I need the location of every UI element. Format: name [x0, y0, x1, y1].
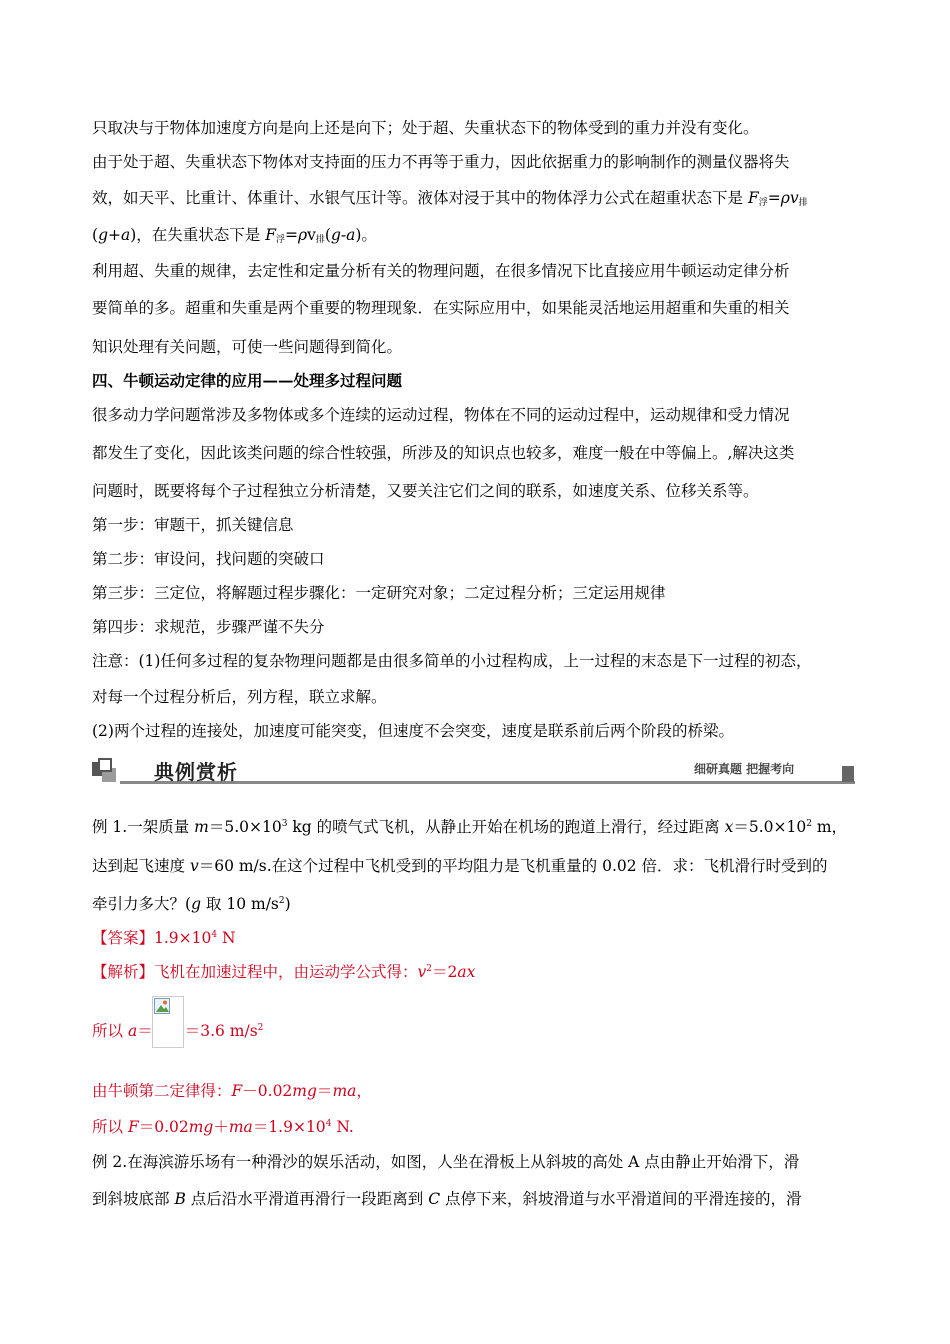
example-1-line: 达到起飞速度 v＝60 m/s.在这个过程中飞机受到的平均阻力是飞机重量的 0.02 倍．求：飞机滑行时受到的 [92, 857, 828, 875]
section-heading: 四、牛顿运动定律的应用——处理多过程问题 [92, 371, 403, 390]
step-line: 第一步：审题干，抓关键信息 [92, 516, 294, 534]
banner-title: 典例赏析 [154, 760, 238, 784]
solution-line: 由牛顿第二定律得：F－0.02mg＝ma， [92, 1082, 372, 1100]
paragraph-line: 要简单的多。超重和失重是两个重要的物理现象．在实际应用中，如果能灵活地运用超重和失重的相关 [92, 299, 790, 317]
step-line: 第二步：审设问，找问题的突破口 [92, 550, 325, 568]
banner-square-icon [98, 758, 112, 772]
banner-end-square-icon [842, 766, 854, 782]
paragraph-line: 问题时，既要将每个子过程独立分析清楚，又要关注它们之间的联系，如速度关系、位移关系等。 [92, 482, 759, 500]
example-2-line: 到斜坡底部 B 点后沿水平滑道再滑行一段距离到 C 点停下来，斜坡滑道与水平滑道间的平滑连接的，滑 [92, 1190, 802, 1208]
paragraph-line: 只取决与于物体加速度方向是向上还是向下；处于超、失重状态下的物体受到的重力并没有变化。 [92, 119, 759, 137]
example-2-line: 例 2.在海滨游乐场有一种滑沙的娱乐活动，如图，人坐在滑板上从斜坡的高处 A 点由静止开始滑下，滑 [92, 1153, 800, 1171]
answer-line: 【答案】$1.9\times 10^4$ N [92, 929, 236, 947]
solution-line: 所以 $F=0.02mg+ma=1.9\times 10^4$ N. [92, 1118, 354, 1136]
paragraph-line: 由于处于超、失重状态下物体对支持面的压力不再等于重力，因此依据重力的影响制作的测量仪器将失 [92, 153, 790, 171]
step-line: 第四步：求规范，步骤严谨不失分 [92, 618, 325, 636]
example-1-line: 牵引力多大？(g 取 10 $m/s^2$) [92, 895, 291, 913]
note-line: (2)两个过程的连接处，加速度可能突变，但速度不会突变，速度是联系前后两个阶段的桥梁。 [92, 722, 734, 740]
broken-image-icon [154, 998, 170, 1014]
paragraph-line: (g+a)，在失重状态下是 $F_浮=\rho v_排(g-a)$。 [92, 226, 377, 245]
solution-line: 所以 a＝ ＝3.6 $m/s^2$ [92, 1022, 264, 1040]
banner-subtitle: 细研真题 把握考向 [694, 762, 795, 776]
solution-line: 【解析】飞机在加速过程中，由运动学公式得：$v^2=2ax$ [92, 963, 476, 981]
paragraph-line: 知识处理有关问题，可使一些问题得到简化。 [92, 338, 403, 356]
section-banner [92, 756, 855, 786]
paragraph-line: 很多动力学问题常涉及多物体或多个连续的运动过程，物体在不同的运动过程中，运动规律和受力情况 [92, 406, 790, 424]
step-line: 第三步：三定位，将解题过程步骤化：一定研究对象；二定过程分析；三定运用规律 [92, 584, 666, 602]
note-line: 对每一个过程分析后，列方程，联立求解。 [92, 688, 387, 706]
paragraph-line: 都发生了变化，因此该类问题的综合性较强，所涉及的知识点也较多，难度一般在中等偏上。,解决这类 [92, 444, 795, 462]
paragraph-line: 效，如天平、比重计、体重计、水银气压计等。液体对浸于其中的物体浮力公式在超重状态下是 $F_浮=\rho v_排$ [92, 189, 808, 208]
note-line: 注意：(1)任何多过程的复杂物理问题都是由很多简单的小过程构成，上一过程的末态是下一过程的初态， [92, 652, 812, 670]
example-1-line: 例 1.一架质量 $m=5.0\times 10^3$ kg 的喷气式飞机，从静止开始在机场的跑道上滑行，经过距离 $x=5.0\times 10^2$ m， [92, 818, 848, 836]
paragraph-line: 利用超、失重的规律，去定性和定量分析有关的物理问题，在很多情况下比直接应用牛顿运动定律分析 [92, 262, 790, 280]
